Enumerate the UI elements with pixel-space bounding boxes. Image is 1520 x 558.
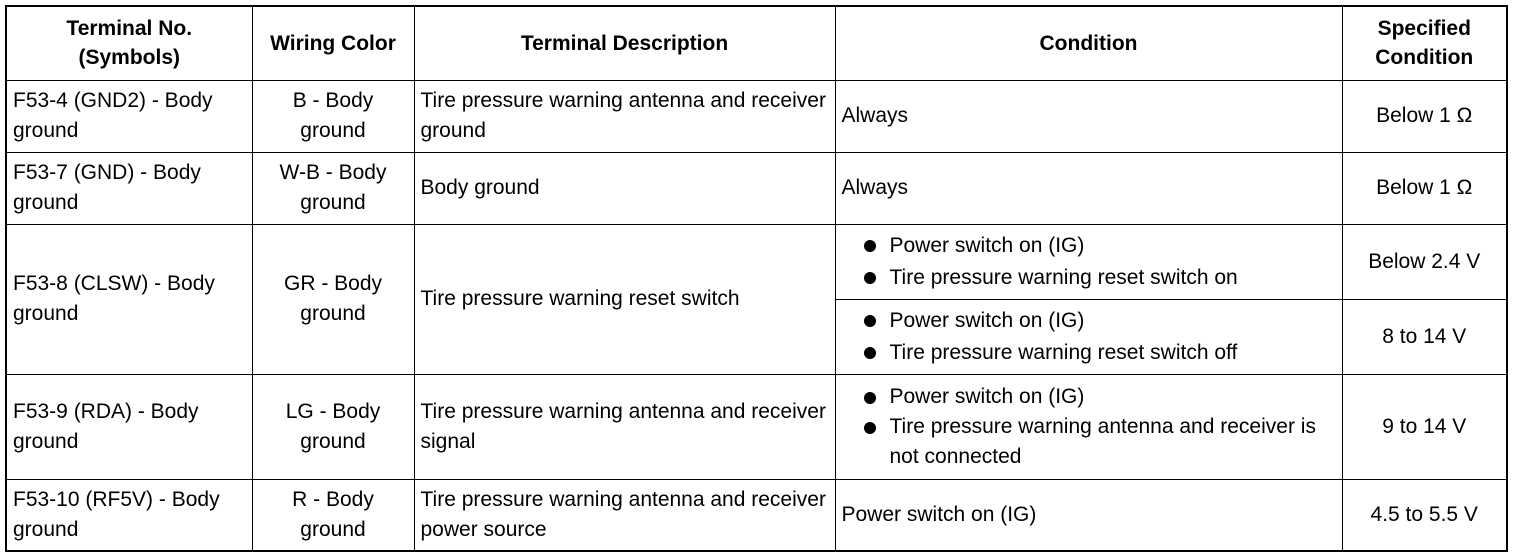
condition-cell: Power switch on (IG) xyxy=(835,479,1342,551)
condition-bullet-list xyxy=(842,382,1336,472)
condition-bullet: Power switch on (IG) xyxy=(842,305,1336,337)
description-cell: Tire pressure warning antenna and receiver ground xyxy=(414,80,835,152)
table-row xyxy=(6,374,1507,479)
header-row xyxy=(6,6,1507,80)
header-specified-condition: Specified Condition xyxy=(1342,6,1507,80)
wiring-color-cell: W-B - Body ground xyxy=(252,152,414,224)
header-wiring-color: Wiring Color xyxy=(252,6,414,80)
condition-bullet: Power switch on (IG) xyxy=(842,230,1336,262)
table-row xyxy=(6,152,1507,224)
wiring-color-cell: LG - Body ground xyxy=(252,374,414,479)
condition-bullet: Power switch on (IG) xyxy=(842,382,1336,412)
spec-cell: 4.5 to 5.5 V xyxy=(1342,479,1507,551)
header-condition: Condition xyxy=(835,6,1342,80)
terminal-spec-table xyxy=(5,5,1508,552)
condition-cell xyxy=(835,224,1342,299)
header-terminal-description: Terminal Description xyxy=(414,6,835,80)
terminal-cell: F53-8 (CLSW) - Body ground xyxy=(6,224,252,374)
description-cell: Tire pressure warning antenna and receiver signal xyxy=(414,374,835,479)
description-cell: Tire pressure warning reset switch xyxy=(414,224,835,374)
spec-cell: 8 to 14 V xyxy=(1342,299,1507,374)
condition-cell xyxy=(835,374,1342,479)
spec-cell: Below 1 Ω xyxy=(1342,152,1507,224)
table-row xyxy=(6,224,1507,299)
condition-bullet: Tire pressure warning antenna and receiver is not connected xyxy=(842,412,1336,472)
wiring-color-cell: GR - Body ground xyxy=(252,224,414,374)
table-row xyxy=(6,479,1507,551)
wiring-color-cell: B - Body ground xyxy=(252,80,414,152)
terminal-cell: F53-9 (RDA) - Body ground xyxy=(6,374,252,479)
spec-cell: 9 to 14 V xyxy=(1342,374,1507,479)
condition-bullet-list xyxy=(842,305,1336,369)
condition-cell xyxy=(835,299,1342,374)
terminal-cell: F53-4 (GND2) - Body ground xyxy=(6,80,252,152)
header-terminal-no: Terminal No. (Symbols) xyxy=(6,6,252,80)
spec-cell: Below 1 Ω xyxy=(1342,80,1507,152)
spec-cell: Below 2.4 V xyxy=(1342,224,1507,299)
description-cell: Tire pressure warning antenna and receiver power source xyxy=(414,479,835,551)
condition-bullet: Tire pressure warning reset switch off xyxy=(842,337,1336,369)
condition-bullet-list xyxy=(842,230,1336,294)
terminal-cell: F53-10 (RF5V) - Body ground xyxy=(6,479,252,551)
condition-cell: Always xyxy=(835,152,1342,224)
table-row xyxy=(6,80,1507,152)
condition-cell: Always xyxy=(835,80,1342,152)
terminal-cell: F53-7 (GND) - Body ground xyxy=(6,152,252,224)
wiring-color-cell: R - Body ground xyxy=(252,479,414,551)
condition-bullet: Tire pressure warning reset switch on xyxy=(842,262,1336,294)
description-cell: Body ground xyxy=(414,152,835,224)
